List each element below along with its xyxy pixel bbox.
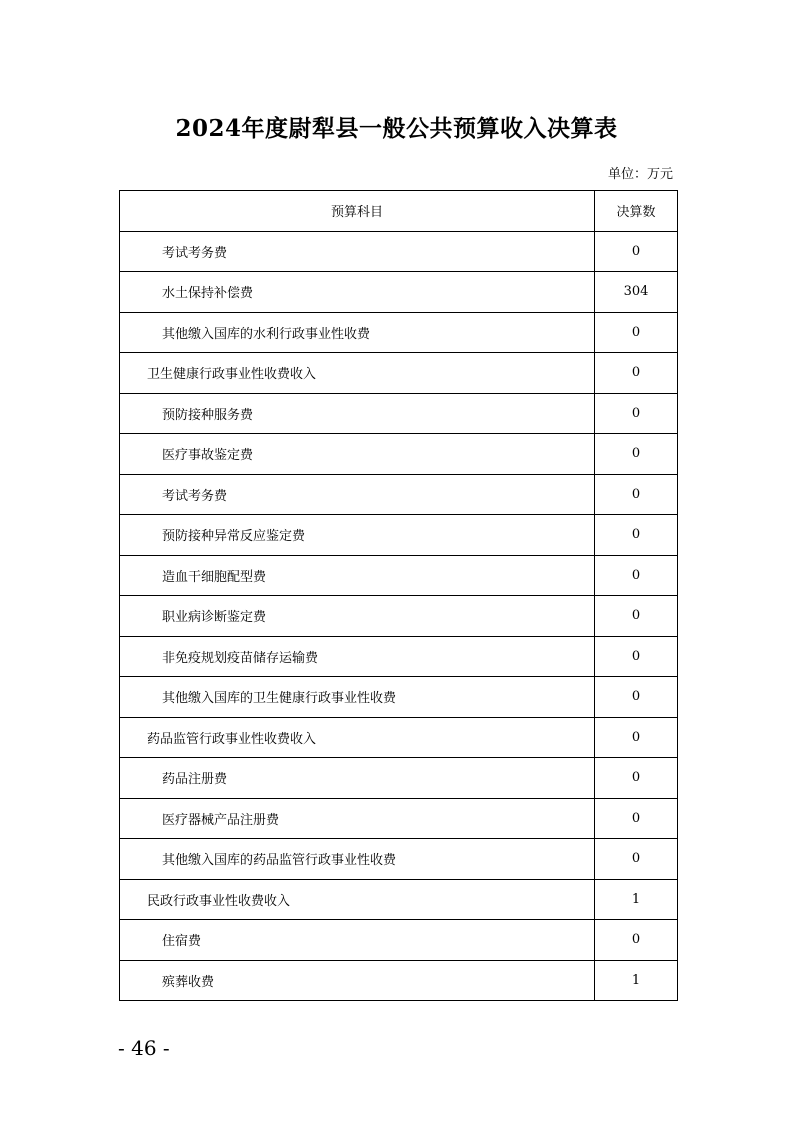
table-row [120,555,678,596]
unit-label: 单位：万元 [607,167,673,182]
table-row [120,434,678,475]
row-subject: 考试考务费 [120,231,595,272]
row-subject: 考试考务费 [120,474,595,515]
row-subject: 水土保持补偿费 [120,272,595,313]
table-row [120,393,678,434]
row-amount: 0 [595,231,678,272]
table-row [120,596,678,637]
row-amount: 0 [595,596,678,637]
table-row [120,879,678,920]
header-final-amount: 决算数 [595,191,678,232]
table-body [120,231,678,1001]
row-subject: 其他缴入国库的药品监管行政事业性收费 [120,839,595,880]
row-subject: 民政行政事业性收费收入 [120,879,595,920]
row-amount: 0 [595,555,678,596]
row-amount: 0 [595,839,678,880]
table-header-row [120,191,678,232]
row-subject: 医疗器械产品注册费 [120,798,595,839]
row-amount: 1 [595,879,678,920]
row-subject: 殡葬收费 [120,960,595,1001]
row-subject: 药品监管行政事业性收费收入 [120,717,595,758]
row-amount: 0 [595,515,678,556]
table-row [120,353,678,394]
row-subject: 其他缴入国库的卫生健康行政事业性收费 [120,677,595,718]
row-subject: 造血干细胞配型费 [120,555,595,596]
row-amount: 1 [595,960,678,1001]
table-row [120,272,678,313]
row-amount: 0 [595,920,678,961]
row-subject: 职业病诊断鉴定费 [120,596,595,637]
table-row [120,677,678,718]
row-subject: 药品注册费 [120,758,595,799]
table-row [120,920,678,961]
row-amount: 0 [595,393,678,434]
row-amount: 0 [595,717,678,758]
table-row [120,474,678,515]
table-row [120,231,678,272]
row-subject: 预防接种异常反应鉴定费 [120,515,595,556]
row-amount: 0 [595,434,678,475]
page-title: 2024年度尉犁县一般公共预算收入决算表 [175,115,618,142]
row-amount: 0 [595,758,678,799]
table-row [120,717,678,758]
page-number: - 46 - [118,1036,170,1060]
row-subject: 预防接种服务费 [120,393,595,434]
table-row [120,798,678,839]
row-amount: 0 [595,636,678,677]
table-row [120,839,678,880]
table-row [120,960,678,1001]
header-budget-subject: 预算科目 [120,191,595,232]
table-row [120,312,678,353]
row-amount: 0 [595,798,678,839]
row-subject: 其他缴入国库的水利行政事业性收费 [120,312,595,353]
row-subject: 非免疫规划疫苗储存运输费 [120,636,595,677]
row-amount: 0 [595,353,678,394]
row-amount: 0 [595,677,678,718]
budget-table [119,190,678,1001]
row-amount: 304 [595,272,678,313]
row-subject: 卫生健康行政事业性收费收入 [120,353,595,394]
table-row [120,758,678,799]
row-amount: 0 [595,474,678,515]
row-subject: 医疗事故鉴定费 [120,434,595,475]
row-amount: 0 [595,312,678,353]
table-row [120,636,678,677]
row-subject: 住宿费 [120,920,595,961]
table-row [120,515,678,556]
